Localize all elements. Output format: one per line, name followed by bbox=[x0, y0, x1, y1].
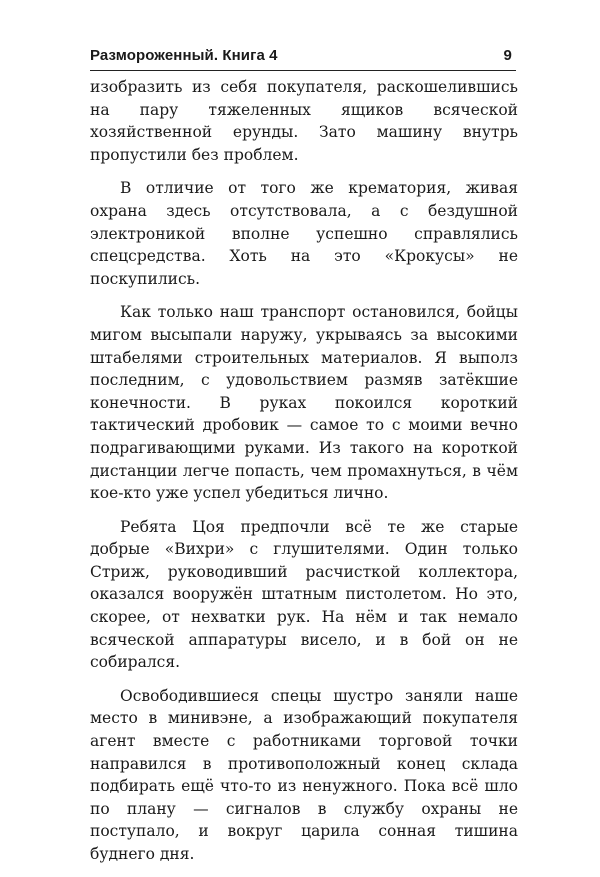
body-text bbox=[90, 76, 518, 877]
paragraph: В отличие от того же крематория, живая охрана здесь отсутствовала, а с бездушной электроникой вполне успешно справлялись спецсредства. Хоть на это «Крокусы» не поскупились. bbox=[90, 179, 518, 288]
running-header bbox=[90, 47, 516, 71]
page-number: 9 bbox=[503, 47, 512, 64]
paragraph: Освободившиеся спецы шустро заняли наше место в минивэне, а изображающий покупателя агент вместе с работниками торговой точки направился в противоположный конец склада подбирать ещё что-то из ненужного. Пока всё шло по плану — сигналов в службу охраны не поступало, и вокруг царила сонная тишина буднего дня. bbox=[90, 686, 518, 863]
paragraph-continuation: изобразить из себя покупателя, раскошелившись на пару тяжеленных ящиков всяческой хозяйственной ерунды. Зато машину внутрь пропустили без проблем. bbox=[90, 78, 518, 164]
paragraph: Ребята Цоя предпочли всё те же старые добрые «Вихри» с глушителями. Один только Стриж, руководивший расчисткой коллектора, оказался вооружён штатным пистолетом. Но это, скорее, от нехватки рук. На нём и так немало всяческой аппаратуры висело, и в бой он не собирался. bbox=[90, 517, 518, 672]
book-title: Размороженный. Книга 4 bbox=[90, 47, 278, 64]
paragraph: Как только наш транспорт остановился, бойцы мигом высыпали наружу, укрываясь за высокими штабелями строительных материалов. Я выполз последним, с удовольствием размяв затёкшие конечности. В руках покоился короткий тактический дробовик — самое то с моими вечно подрагивающими руками. Из такого на короткой дистанции легче попасть, чем промахнуться, в чём кое-кто уже успел убедиться лично. bbox=[90, 303, 518, 503]
header-rule bbox=[90, 70, 516, 71]
